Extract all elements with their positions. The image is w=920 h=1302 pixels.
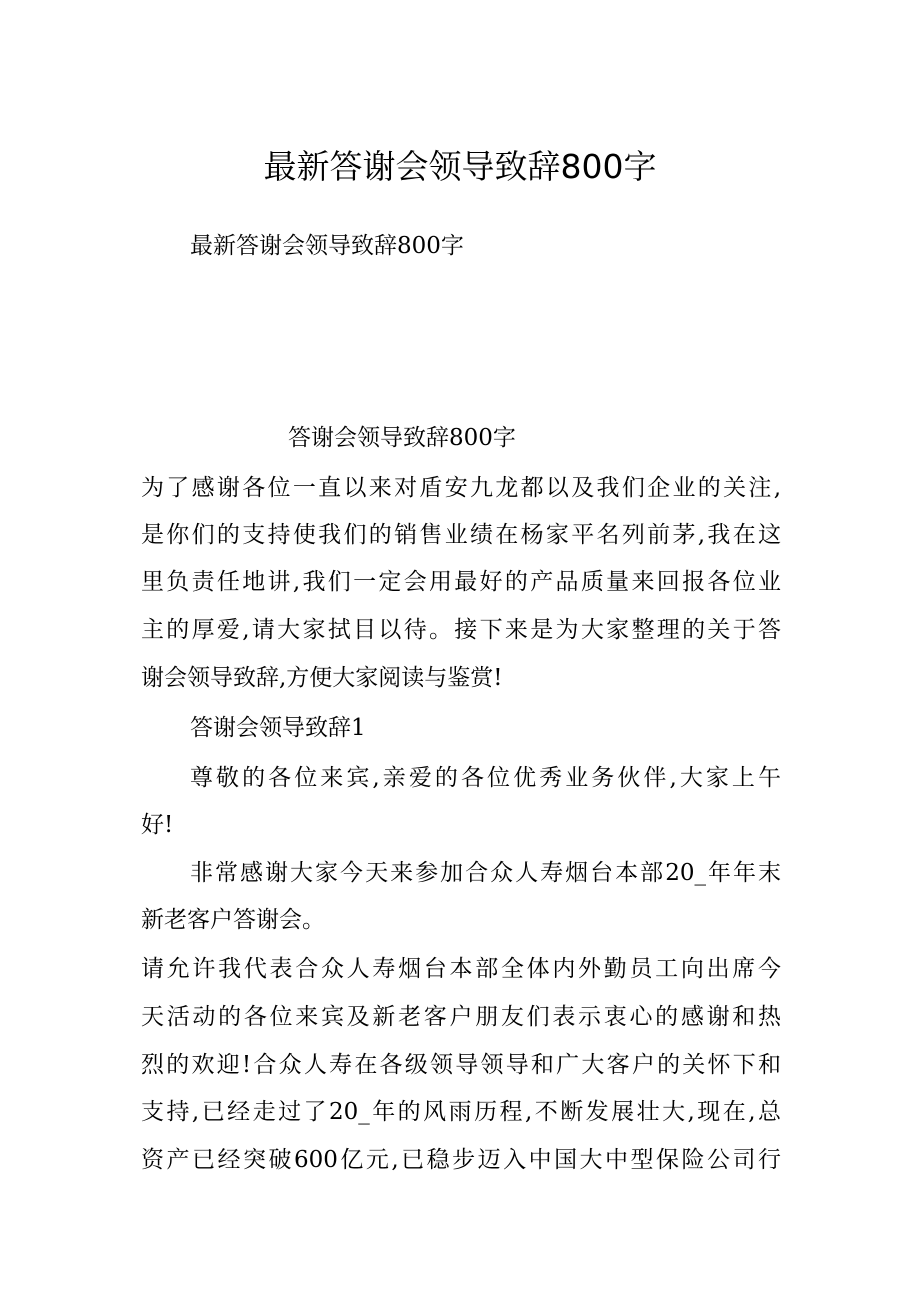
speech-heading: 答谢会领导致辞1 <box>190 715 366 741</box>
welcome-line: 烈的欢迎!合众人寿在各级领导领导和广大客户的关怀下和 <box>141 1052 781 1078</box>
welcome-line: 支持,已经走过了20_年的风雨历程,不断发展壮大,现在,总 <box>141 1099 781 1125</box>
document-title: 最新答谢会领导致辞800字 <box>263 147 657 186</box>
welcome-line: 天活动的各位来宾及新老客户朋友们表示衷心的感谢和热 <box>141 1004 781 1030</box>
section-heading: 答谢会领导致辞800字 <box>288 425 516 451</box>
welcome-line: 请允许我代表合众人寿烟台本部全体内外勤员工向出席今 <box>141 956 781 982</box>
intro-line: 谢会领导致辞,方便大家阅读与鉴赏! <box>141 665 503 691</box>
thanks-line: 新老客户答谢会。 <box>141 907 325 933</box>
intro-line: 为了感谢各位一直以来对盾安九龙都以及我们企业的关注, <box>141 475 781 501</box>
greeting-line: 尊敬的各位来宾,亲爱的各位优秀业务伙伴,大家上午 <box>190 765 781 791</box>
welcome-line: 资产已经突破600亿元,已稳步迈入中国大中型保险公司行 <box>141 1147 781 1173</box>
intro-line: 主的厚爱,请大家拭目以待。接下来是为大家整理的关于答 <box>141 617 781 643</box>
greeting-line: 好! <box>141 812 174 838</box>
thanks-line: 非常感谢大家今天来参加合众人寿烟台本部20_年年末 <box>190 860 781 886</box>
intro-line: 是你们的支持使我们的销售业绩在杨家平名列前茅,我在这 <box>141 522 781 548</box>
document-subtitle: 最新答谢会领导致辞800字 <box>190 233 464 259</box>
intro-line: 里负责任地讲,我们一定会用最好的产品质量来回报各位业 <box>141 569 781 595</box>
